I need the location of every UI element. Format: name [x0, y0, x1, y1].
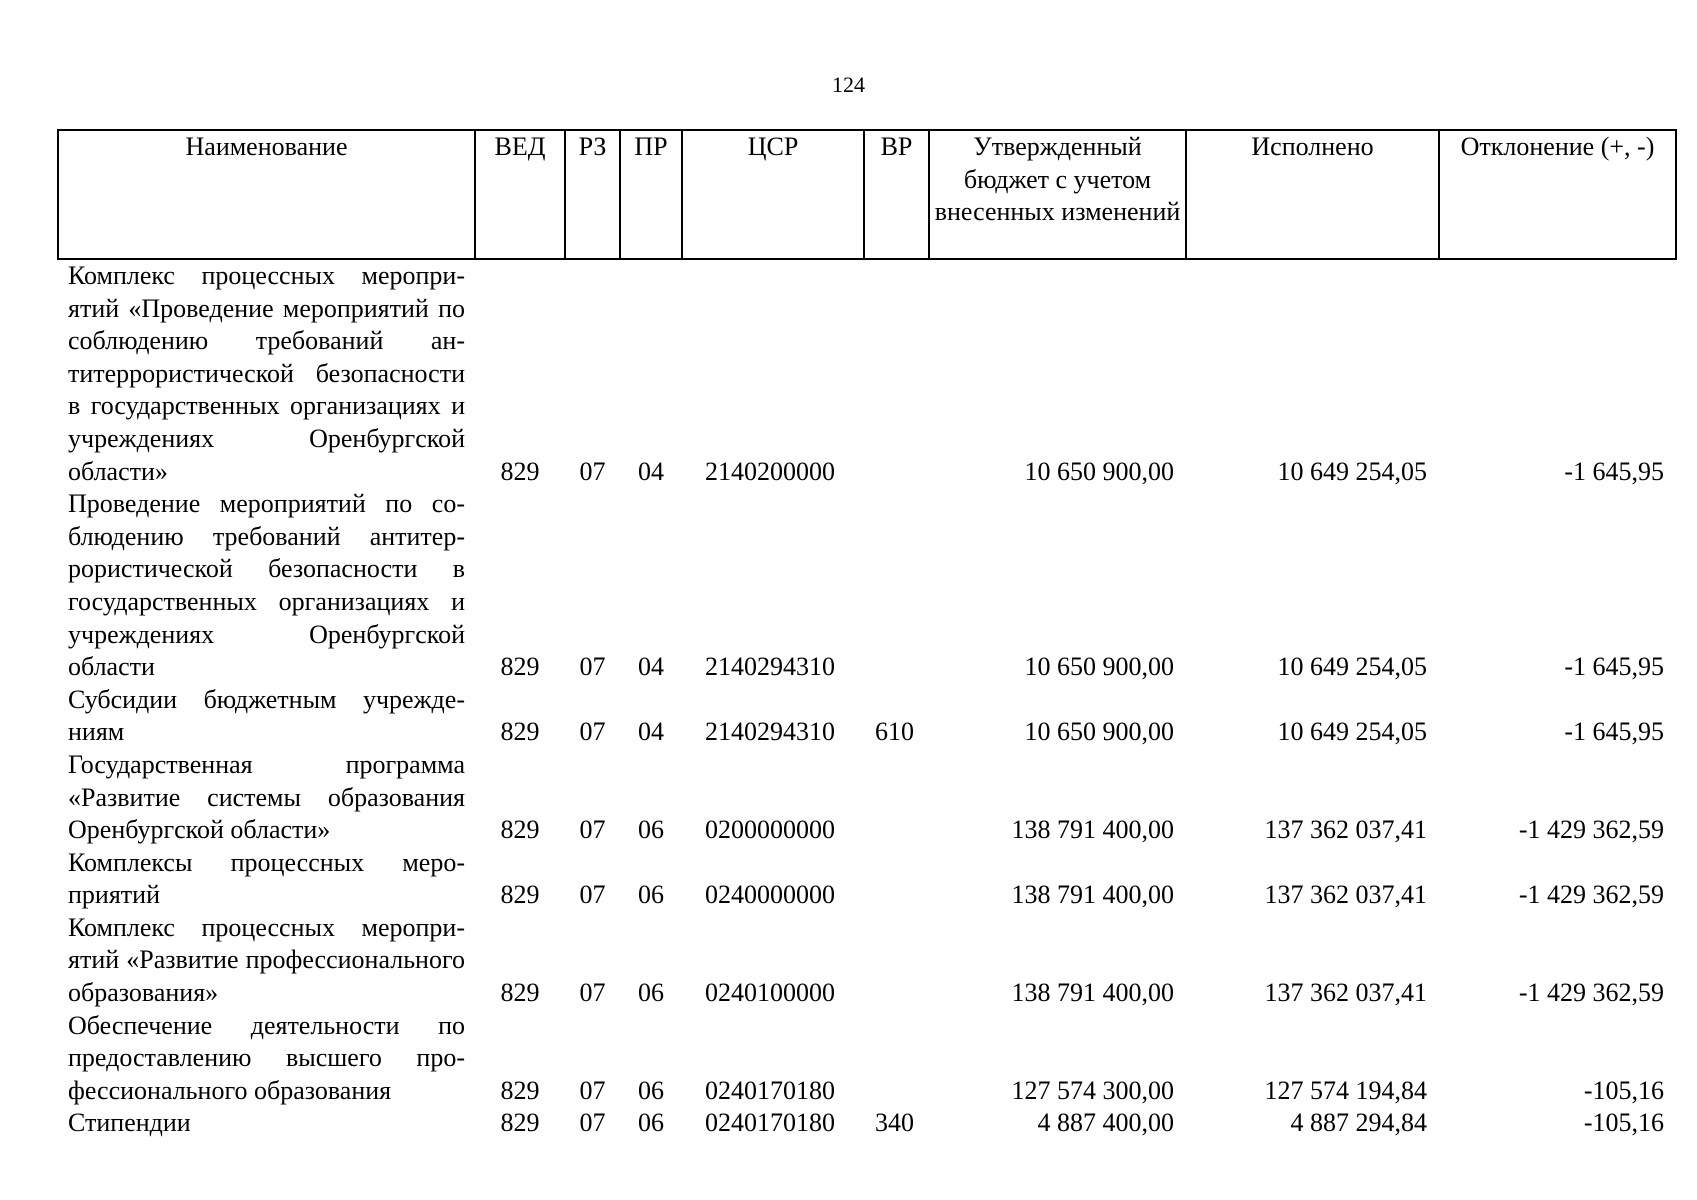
row-pr: 06 [638, 1108, 664, 1138]
row-name: Комплекс процессных мероприятий «Проведение мероприятий по соблюдению требований антитеррористической безопасности в государственных организациях и учреждениях Оренбургской области» [68, 261, 465, 486]
row-name: Субсидии бюджетным учреждениям [68, 684, 465, 747]
row-csr: 0200000000 [705, 815, 835, 845]
row-vr [864, 259, 929, 488]
row-approved: 4 887 400,00 [1037, 1108, 1174, 1138]
row-name: Обеспечение деятельности по предоставлению высшего профессионального образования [68, 1010, 465, 1105]
row-approved: 138 791 400,00 [1011, 815, 1174, 845]
row-deviation: -1 645,95 [1564, 717, 1664, 747]
table-body [58, 259, 1676, 1140]
row-vr [864, 488, 929, 684]
row-executed: 137 362 037,41 [1264, 978, 1427, 1008]
row-pr: 04 [638, 717, 664, 747]
row-name: Комплекс процессных мероприятий «Развитие профессионального образования» [68, 912, 465, 1008]
row-ved: 829 [500, 456, 540, 486]
row-pr: 06 [638, 815, 664, 845]
row-ved: 829 [500, 880, 540, 910]
row-deviation: -1 645,95 [1564, 456, 1664, 486]
row-csr: 0240000000 [705, 880, 835, 910]
row-pr: 06 [638, 880, 664, 910]
row-executed: 10 649 254,05 [1277, 717, 1427, 747]
row-executed: 137 362 037,41 [1264, 880, 1427, 910]
row-executed: 10 649 254,05 [1277, 456, 1427, 486]
row-ved: 829 [500, 717, 540, 747]
row-rz: 07 [579, 1075, 606, 1105]
row-name: Проведение мероприятий по соблюдению требований антитеррористической безопасности в государственных организациях и учреждениях Оренбургской области [68, 489, 465, 682]
row-deviation: -1 429 362,59 [1518, 880, 1664, 910]
table-row [58, 488, 1676, 684]
page-number: 124 [832, 72, 865, 97]
row-rz: 07 [579, 1108, 606, 1138]
row-vr [864, 1010, 929, 1108]
table-row [58, 1010, 1676, 1108]
row-approved: 138 791 400,00 [1011, 978, 1174, 1008]
row-ved: 829 [500, 815, 540, 845]
header-name: Наименование [58, 130, 475, 259]
row-vr [864, 912, 929, 1010]
table-row [58, 847, 1676, 912]
table-row [58, 749, 1676, 847]
header-executed: Исполнено [1186, 130, 1439, 259]
row-approved: 10 650 900,00 [1024, 652, 1174, 682]
header-csr: ЦСР [682, 130, 864, 259]
header-rz: РЗ [565, 130, 620, 259]
header-ved: ВЕД [475, 130, 565, 259]
row-csr: 2140200000 [705, 456, 835, 486]
row-rz: 07 [579, 456, 606, 486]
row-deviation: -1 429 362,59 [1518, 815, 1664, 845]
row-deviation: -105,16 [1583, 1075, 1664, 1105]
row-approved: 127 574 300,00 [1011, 1075, 1174, 1105]
row-pr: 04 [638, 652, 664, 682]
row-csr: 0240170180 [705, 1108, 835, 1138]
row-ved: 829 [500, 978, 540, 1008]
row-rz: 07 [579, 978, 606, 1008]
row-name: Комплексы процессных мероприятий [68, 847, 465, 910]
row-vr [864, 847, 929, 912]
table-row [58, 912, 1676, 1010]
table-row [58, 259, 1676, 488]
row-name: Государственная программа «Развитие системы образования Оренбургской области» [68, 749, 465, 845]
table-row [58, 1107, 1676, 1140]
row-ved: 829 [500, 1075, 540, 1105]
row-name: Стипендии [68, 1108, 191, 1138]
row-approved: 10 650 900,00 [1024, 456, 1174, 486]
row-pr: 04 [638, 456, 664, 486]
header-deviation: Отклонение (+, -) [1439, 130, 1676, 259]
row-deviation: -1 429 362,59 [1518, 978, 1664, 1008]
row-pr: 06 [638, 1075, 664, 1105]
row-approved: 10 650 900,00 [1024, 717, 1174, 747]
row-vr: 340 [875, 1108, 914, 1138]
row-csr: 0240100000 [705, 978, 835, 1008]
row-csr: 2140294310 [705, 717, 835, 747]
row-executed: 10 649 254,05 [1277, 652, 1427, 682]
row-rz: 07 [579, 880, 606, 910]
header-vr: ВР [864, 130, 929, 259]
row-deviation: -105,16 [1583, 1108, 1664, 1138]
row-vr: 610 [875, 717, 914, 747]
table-row [58, 684, 1676, 749]
row-rz: 07 [579, 652, 606, 682]
budget-execution-table [57, 129, 1677, 1140]
row-ved: 829 [500, 652, 540, 682]
row-pr: 06 [638, 978, 664, 1008]
row-executed: 127 574 194,84 [1264, 1075, 1427, 1105]
table-header [58, 130, 1676, 259]
row-executed: 137 362 037,41 [1264, 815, 1427, 845]
row-ved: 829 [500, 1108, 540, 1138]
header-pr: ПР [620, 130, 682, 259]
row-rz: 07 [579, 815, 606, 845]
row-approved: 138 791 400,00 [1011, 880, 1174, 910]
row-executed: 4 887 294,84 [1290, 1108, 1427, 1138]
header-approved-budget: Утвержденный бюджет с учетом внесенных изменений [929, 130, 1186, 259]
row-deviation: -1 645,95 [1564, 652, 1664, 682]
row-csr: 0240170180 [705, 1075, 835, 1105]
row-csr: 2140294310 [705, 652, 835, 682]
row-rz: 07 [579, 717, 606, 747]
row-vr [864, 749, 929, 847]
header-row [58, 130, 1676, 259]
